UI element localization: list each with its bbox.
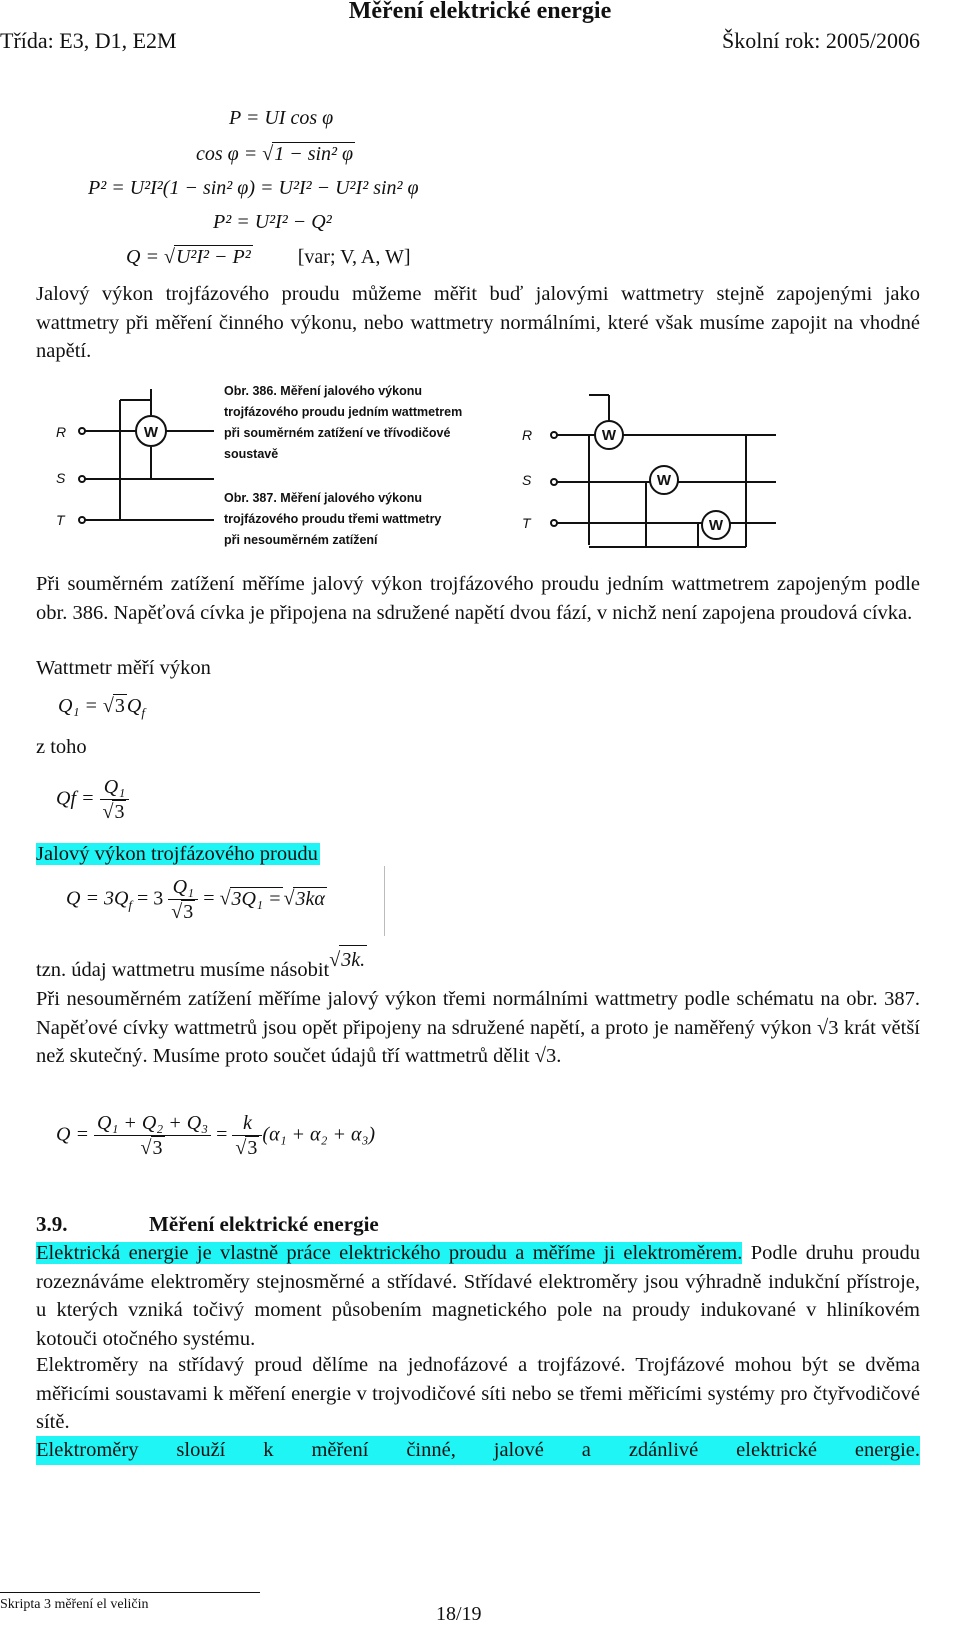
paragraph-asymmetric: Při nesouměrném zatížení měříme jalový výkon třemi normálními wattmetry podle schématu na obr. 387. Napěťové cívky wattmetrů jsou opět připojeny na sdružené napětí, a proto je naměřený výkon √3 krát větší než skutečný. Musíme proto součet údajů tří wattmetrů dělit √3. [36, 988, 920, 1067]
circuit-figure [36, 365, 812, 563]
paragraph-reactive-power-3ph: Jalový výkon trojfázového proudu [36, 843, 318, 865]
wattmeter-r2: W [656, 472, 672, 489]
caption-386-line3: při souměrném zatížení ve třívodičové [224, 426, 451, 440]
section-title: Měření elektrické energie [149, 1212, 379, 1236]
formula-q-rad: U²I² − P² [175, 246, 251, 268]
equation-q1: Q₁ = √3 $Q_f$ [58, 695, 145, 720]
paragraph-multiply: tzn. údaj wattmetru musíme násobit√3k. [36, 955, 636, 985]
caption-386-line1: Obr. 386. Měření jalového výkonu [224, 384, 422, 398]
label-t-left: T [56, 512, 65, 528]
caption-387-line1: Obr. 387. Měření jalového výkonu [224, 491, 422, 505]
equation-qf: Qf = $\frac{\text{Q₁}}{√3}$ [56, 776, 129, 824]
formula-cos-left: cos φ = [196, 143, 263, 165]
formula-p2-q2: P² = U²I² − Q² [213, 211, 332, 233]
paragraph-wattmeter-measures: Wattmetr měří výkon [36, 657, 211, 679]
caption-387-line3: při nesouměrném zatížení [224, 533, 378, 547]
section-number: 3.9. [36, 1212, 68, 1236]
wattmeter-r3: W [708, 517, 724, 534]
wattmeter-left: W [143, 424, 159, 441]
equation-sum: Q = $\frac{\text{Q₁ + Q₂ + Q₃}}{√3}$ = $\frac{k}{√3}$ (α₁ + α₂ + α₃) [56, 1112, 376, 1159]
equation-q-total: $Q = 3Q_f = 3$ $\frac{\text{Q₁}}{√3}$ = √3Q₁ =√3kα [66, 876, 325, 923]
formula-q-left: Q = [126, 246, 164, 268]
formula-q: Q = √U²I² − P² [var; V, A, W] [126, 246, 411, 268]
formula-q-units: [var; V, A, W] [297, 246, 411, 268]
formula-p: P = UI cos φ [229, 107, 334, 129]
label-r-right: R [522, 427, 533, 443]
caption-387-line2: trojfázového proudu třemi wattmetry [224, 512, 442, 526]
paragraph-intro: Jalový výkon trojfázového proudu můžeme měřit buď jalovými wattmetry stejně zapojenými jako wattmetry při měření činného výkonu, nebo wattmetry normálními, které však musíme zapojit na vhodné napětí. [36, 283, 920, 362]
formula-cos-rad: 1 − sin² φ [274, 143, 354, 165]
caption-386-line4: soustavě [224, 447, 279, 461]
page-title: Měření elektrické energie [348, 0, 612, 24]
label-s-right: S [522, 472, 532, 488]
label-s-left: S [56, 470, 66, 486]
paragraph-meters: Elektroměry na střídavý proud dělíme na jednofázové a trojfázové. Trojfázové mohou být se dvěma měřicími soustavami k měření energie v trojvodičové síti nebo se třemi měřicími systémy pro čtyřvodičové sítě. [36, 1354, 920, 1433]
school-year: Školní rok: 2005/2006 [721, 28, 920, 53]
footer-rule [0, 1592, 260, 1593]
paragraph-from-that: z toho [36, 736, 87, 758]
formula-p-squared: P² = U²I²(1 − sin² φ) = U²I² − U²I² sin² φ [88, 177, 419, 199]
label-r-left: R [56, 424, 67, 440]
formula-cos: cos φ = √1 − sin² φ [196, 143, 354, 165]
wattmeter-r1: W [601, 427, 617, 444]
class-label: Třída: E3, D1, E2M [0, 28, 177, 53]
footer-page-number: 18/19 [436, 1603, 482, 1625]
label-t-right: T [522, 515, 531, 531]
paragraph-symmetric: Při souměrném zatížení měříme jalový výkon trojfázového proudu jedním wattmetrem zapojeným podle obr. 386. Napěťová cívka je připojena na sdružené napětí dvou fází, v nichž není zapojena proudová cívka. [36, 573, 920, 624]
equation-divider [384, 866, 385, 936]
paragraph-meters-purpose: Elektroměry slouží k měření činné, jalové a zdánlivé elektrické energie. [36, 1436, 920, 1465]
caption-386-line2: trojfázového proudu jedním wattmetrem [224, 405, 463, 419]
footer-left: Skripta 3 měření el veličin [0, 1597, 149, 1612]
paragraph-energy: Elektrická energie je vlastně práce elektrického proudu a měříme ji elektroměrem. Podle druhu proudu rozeznáváme elektroměry stejnosměrné a střídavé. Střídavé elektroměry jsou výhradně indukční přístroje, u kterých vzniká točivý moment působením magnetického pole na proudy indukované v hliníkovém kotouči otočného systému. [36, 1242, 920, 1350]
